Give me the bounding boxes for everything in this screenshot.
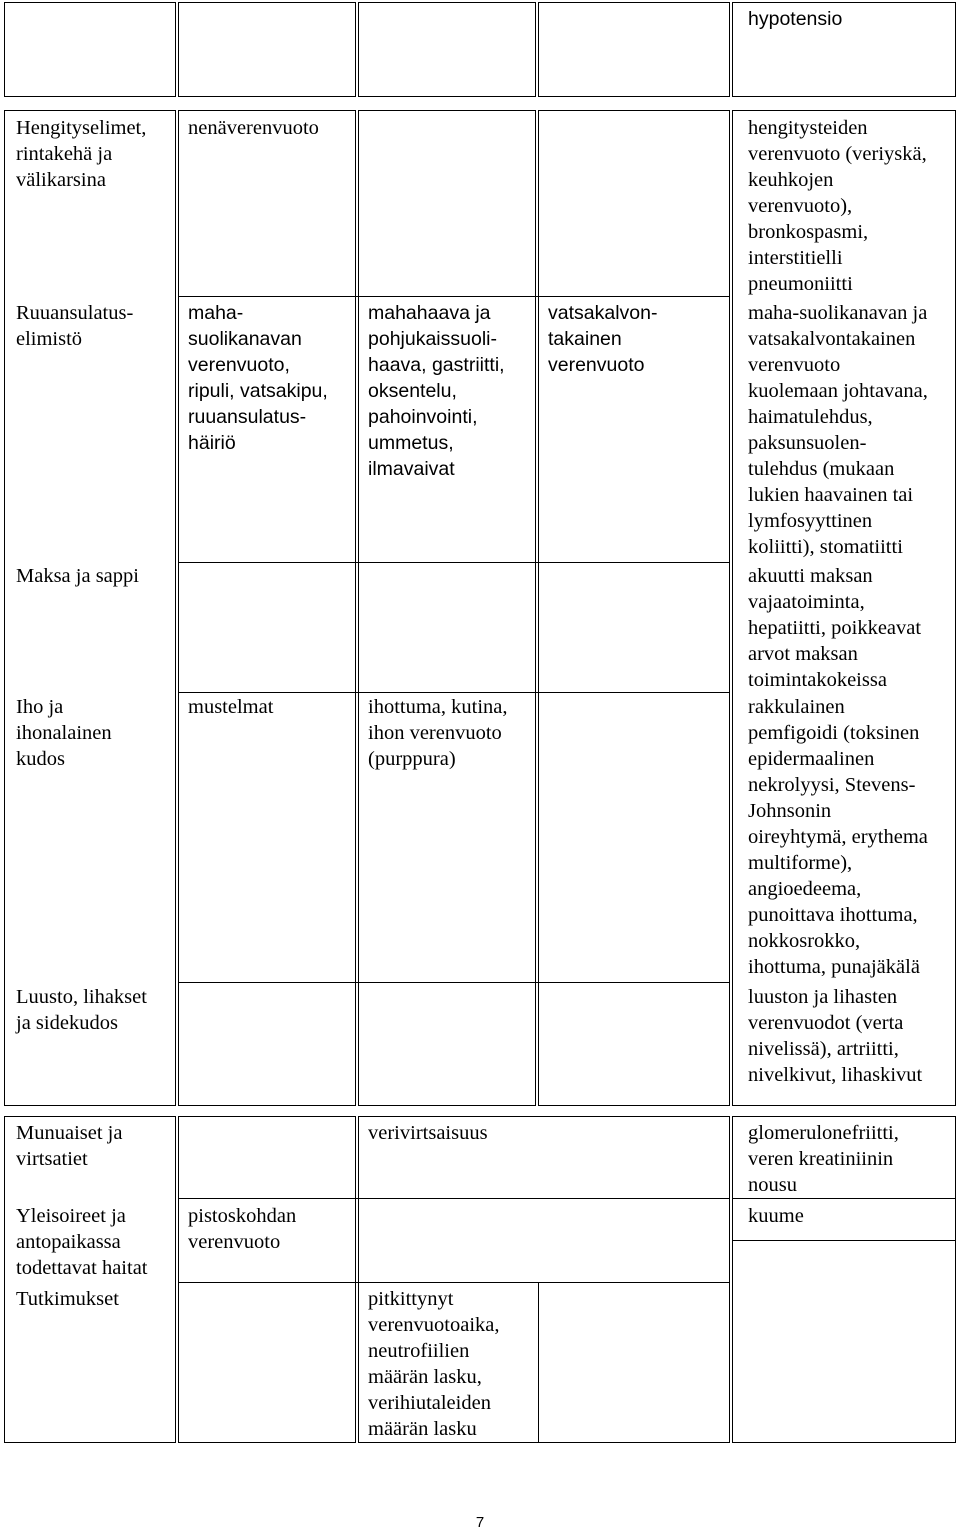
lower-row-separator-4	[732, 1240, 956, 1241]
organ-label-renal: Munuaiset ja virtsatiet	[16, 1122, 123, 1170]
table-top-cell-3	[358, 2, 536, 97]
liver-col6: akuutti maksan vajaatoiminta, hepatiitti, poikkeavat arvot maksan toimintakokeissa	[748, 565, 922, 691]
lower-block-col2	[178, 1116, 356, 1443]
lower-row-separator-3	[732, 1198, 956, 1199]
musculoskeletal-col6: luuston ja lihasten verenvuodot (verta nivelissä), artriitti, nivelkivut, lihaskivut	[748, 986, 923, 1086]
respiratory-col2: nenäverenvuoto	[188, 117, 319, 139]
main-block-col2	[178, 110, 356, 1106]
general-col6: kuume	[748, 1205, 804, 1227]
organ-label-liver: Maksa ja sappi	[16, 565, 139, 587]
main-row-separator-4	[178, 982, 730, 983]
renal-col6: glomerulonefriitti, veren kreatiniinin nousu	[748, 1122, 899, 1196]
table-top-cell-4	[538, 2, 730, 97]
table-top-cell-1	[4, 2, 176, 97]
organ-label-skin: Iho ja ihonalainen kudos	[16, 696, 112, 770]
investigations-col3: pitkittynyt verenvuotoaika, neutrofiilien määrän lasku, verihiutaleiden määrän lasku	[368, 1288, 500, 1440]
digestive-col4: vatsakalvon- takainen verenvuoto	[548, 302, 658, 376]
digestive-col6: maha-suolikanavan ja vatsakalvontakainen verenvuoto kuolemaan johtavana, haimatulehdus, paksunsuolen- tulehdus (mukaan lukien haavainen tai lymfosyyttinen koliitti), stomatiitti	[748, 302, 928, 558]
main-block-col3	[358, 110, 536, 1106]
main-row-separator-1	[178, 296, 730, 297]
general-col2: pistoskohdan verenvuoto	[188, 1205, 297, 1253]
hypotensio-cell: hypotensio	[748, 8, 843, 30]
main-block-col4	[538, 110, 730, 1106]
main-block-col1	[4, 110, 176, 1106]
lower-row-separator-2	[178, 1282, 730, 1283]
organ-label-investigations: Tutkimukset	[16, 1288, 119, 1310]
skin-col6: rakkulainen pemfigoidi (toksinen epidermaalinen nekrolyysi, Stevens- Johnsonin oireyhtymä, erythema multiforme), angioedeema, punoittava ihottuma, nokkosrokko, ihottuma, punajäkälä	[748, 696, 928, 978]
main-row-separator-3	[178, 692, 730, 693]
renal-col3: verivirtsaisuus	[368, 1122, 488, 1144]
respiratory-col6: hengitysteiden verenvuoto (veriyskä, keuhkojen verenvuoto), bronkospasmi, interstitielli pneumoniitti	[748, 117, 927, 295]
lower-row-separator-1	[178, 1198, 730, 1199]
page-number: 7	[475, 1514, 485, 1531]
skin-col2: mustelmat	[188, 696, 274, 718]
table-top-cell-2	[178, 2, 356, 97]
organ-label-digestive: Ruuansulatus- elimistö	[16, 302, 134, 350]
organ-label-respiratory: Hengityselimet, rintakehä ja välikarsina	[16, 117, 147, 191]
lower-col-divider	[538, 1282, 539, 1443]
main-row-separator-2	[178, 562, 730, 563]
skin-col3: ihottuma, kutina, ihon verenvuoto (purppura)	[368, 696, 508, 770]
digestive-col3: mahahaava ja pohjukaissuoli- haava, gastriitti, oksentelu, pahoinvointi, ummetus, ilmavaivat	[368, 302, 505, 480]
organ-label-musculoskeletal: Luusto, lihakset ja sidekudos	[16, 986, 147, 1034]
organ-label-general: Yleisoireet ja antopaikassa todettavat haitat	[16, 1205, 148, 1279]
digestive-col2: maha- suolikanavan verenvuoto, ripuli, vatsakipu, ruuansulatus- häiriö	[188, 302, 328, 454]
